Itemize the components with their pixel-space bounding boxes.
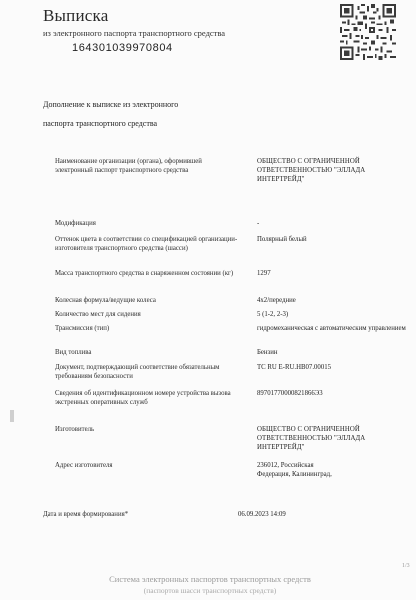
document-number: 164301039970804 [72, 42, 173, 54]
system-subtitle: (паспортов шасси транспортных средств) [143, 586, 277, 595]
field-label: Количество мест для сидения [55, 311, 141, 318]
field-label: Трансмиссия (тип) [55, 325, 110, 332]
field-label: Модификация [55, 220, 96, 227]
section-heading-line1: Дополнение к выписке из электронного [43, 100, 179, 109]
generation-datetime-label: Дата и время формирования* [43, 511, 129, 518]
field-value: Бензин [257, 349, 278, 356]
field-value: Полярный белый [257, 236, 307, 243]
field-label: Оттенок цвета в соответствии со спецификацией организации-изготовителя транспортного средства (шасси) [55, 236, 238, 252]
field-label: Документ, подтверждающий соответствие обязательным требованиям безопасности [55, 364, 220, 380]
field-label: Масса транспортного средства в снаряженном состоянии (кг) [55, 270, 234, 277]
field-label: Адрес изготовителя [55, 462, 113, 469]
field-value: ТС RU E-RU.НВ07.00015 [257, 364, 332, 371]
field-label: Изготовитель [55, 426, 95, 433]
field-value: 4x2/передние [257, 297, 296, 304]
field-label: Сведения об идентификационном номере устройства вызова экстренных оперативных служб [55, 390, 231, 406]
field-value: ОБЩЕСТВО С ОГРАНИЧЕННОЙ ОТВЕТСТВЕННОСТЬЮ "ЭЛЛАДА ИНТЕРТРЕЙД" [257, 426, 366, 451]
qr-code-icon [340, 4, 396, 60]
scan-mark [10, 410, 14, 422]
system-title: Система электронных паспортов транспортных средств [109, 574, 311, 584]
field-value: ОБЩЕСТВО С ОГРАНИЧЕННОЙ ОТВЕТСТВЕННОСТЬЮ "ЭЛЛАДА ИНТЕРТРЕЙД" [257, 158, 366, 183]
document-subtitle: из электронного паспорта транспортного средства [43, 28, 226, 38]
field-value: гидромеханическая с автоматическим управлением [257, 325, 406, 332]
section-heading-line2: паспорта транспортного средства [43, 119, 158, 128]
field-label: Вид топлива [55, 349, 92, 356]
page-number: 1/3 [402, 563, 410, 569]
generation-datetime-value: 06.09.2023 14:09 [238, 511, 286, 518]
field-label: Наименование организации (органа), оформившей электронный паспорт транспортного средства [55, 158, 202, 174]
field-value: 1297 [257, 270, 271, 277]
section-heading [43, 95, 263, 133]
field-value: 5 (1-2, 2-3) [257, 311, 289, 318]
field-label: Колесная формула/ведущие колеса [55, 297, 156, 304]
field-value: 89701770000821866Э3 [257, 390, 323, 397]
field-value: - [257, 220, 260, 227]
document-title: Выписка [43, 6, 109, 25]
field-value: 236012, Российская Федерация, Калининград, [257, 462, 332, 478]
